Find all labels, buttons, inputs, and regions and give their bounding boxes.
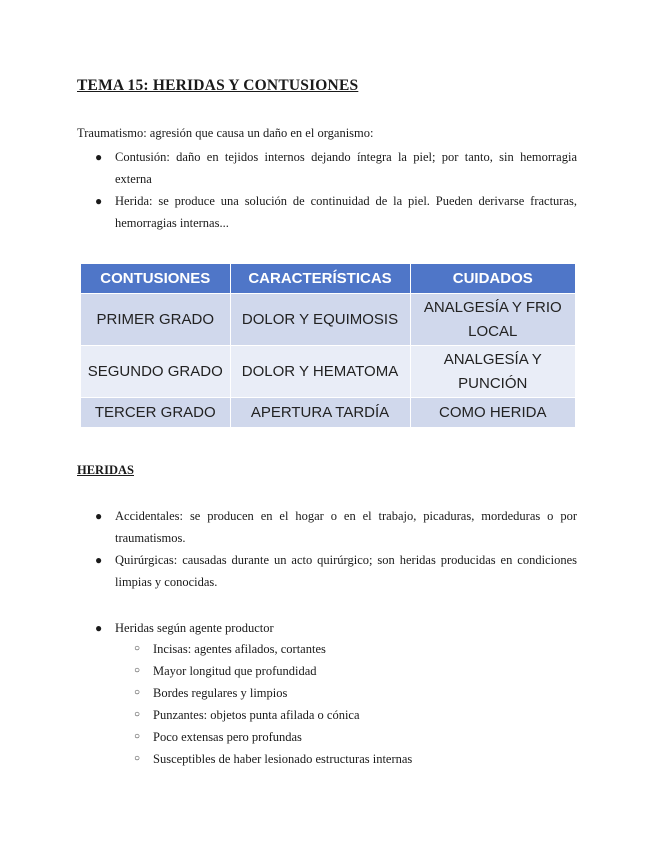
list-item [95,505,577,549]
list-item-text: Heridas según agente productor [115,621,274,635]
sub-bullet-icon: ○ [134,643,141,654]
column-header: CUIDADOS [410,264,575,294]
table-cell: ANALGESÍA Y PUNCIÓN [410,346,575,398]
sub-list-item [134,704,577,726]
sub-bullet-icon: ○ [134,665,141,676]
list-item-text: Contusión: daño en tejidos internos dejando íntegra la piel; por tanto, sin hemorragia externa [115,150,577,186]
heridas-list [95,505,577,593]
table-row [81,346,575,398]
contusiones-table [81,264,575,427]
sub-list-item-text: Punzantes: objetos punta afilada o cónica [153,708,360,722]
sub-bullet-icon: ○ [134,687,141,698]
table-cell: PRIMER GRADO [81,294,230,346]
column-header: CARACTERÍSTICAS [230,264,410,294]
intro-text: Traumatismo: agresión que causa un daño en el organismo: [77,126,374,140]
list-item [95,146,577,190]
table-header-row [81,264,575,294]
sub-list-item [134,748,577,770]
table-row [81,398,575,428]
table-cell: TERCER GRADO [81,398,230,428]
column-header: CONTUSIONES [81,264,230,294]
list-item-text: Herida: se produce una solución de continuidad de la piel. Pueden derivarse fracturas, hemorragias internas... [115,194,577,230]
sub-list-item [134,682,577,704]
table-cell: DOLOR Y EQUIMOSIS [230,294,410,346]
bullet-icon: ● [95,150,103,164]
page-title: TEMA 15: HERIDAS Y CONTUSIONES [77,77,359,94]
sub-list-item [134,638,577,660]
bullet-icon: ● [95,194,103,208]
sub-bullet-icon: ○ [134,731,141,742]
list-item-text: Quirúrgicas: causadas durante un acto quirúrgico; son heridas producidas en condiciones limpias y conocidas. [115,553,577,589]
table-cell: DOLOR Y HEMATOMA [230,346,410,398]
sub-bullet-icon: ○ [134,709,141,720]
intro-list [95,146,577,234]
sub-list-item-text: Mayor longitud que profundidad [153,664,317,678]
bullet-icon: ● [95,621,103,635]
sub-list-item-text: Incisas: agentes afilados, cortantes [153,642,326,656]
table-cell: SEGUNDO GRADO [81,346,230,398]
agent-sub-list [134,638,577,770]
list-item-text: Accidentales: se producen en el hogar o en el trabajo, picaduras, mordeduras o por traumatismos. [115,509,577,545]
table-cell: APERTURA TARDÍA [230,398,410,428]
sub-list-item-text: Bordes regulares y limpios [153,686,288,700]
table-cell: COMO HERIDA [410,398,575,428]
sub-bullet-icon: ○ [134,753,141,764]
agent-list [95,617,577,639]
list-item [95,617,577,639]
section-heading-heridas: HERIDAS [77,463,134,477]
bullet-icon: ● [95,553,103,567]
table-cell: ANALGESÍA Y FRIO LOCAL [410,294,575,346]
table-row [81,294,575,346]
sub-list-item [134,660,577,682]
sub-list-item-text: Susceptibles de haber lesionado estructuras internas [153,752,413,766]
sub-list-item-text: Poco extensas pero profundas [153,730,302,744]
list-item [95,190,577,234]
sub-list-item [134,726,577,748]
bullet-icon: ● [95,509,103,523]
list-item [95,549,577,593]
